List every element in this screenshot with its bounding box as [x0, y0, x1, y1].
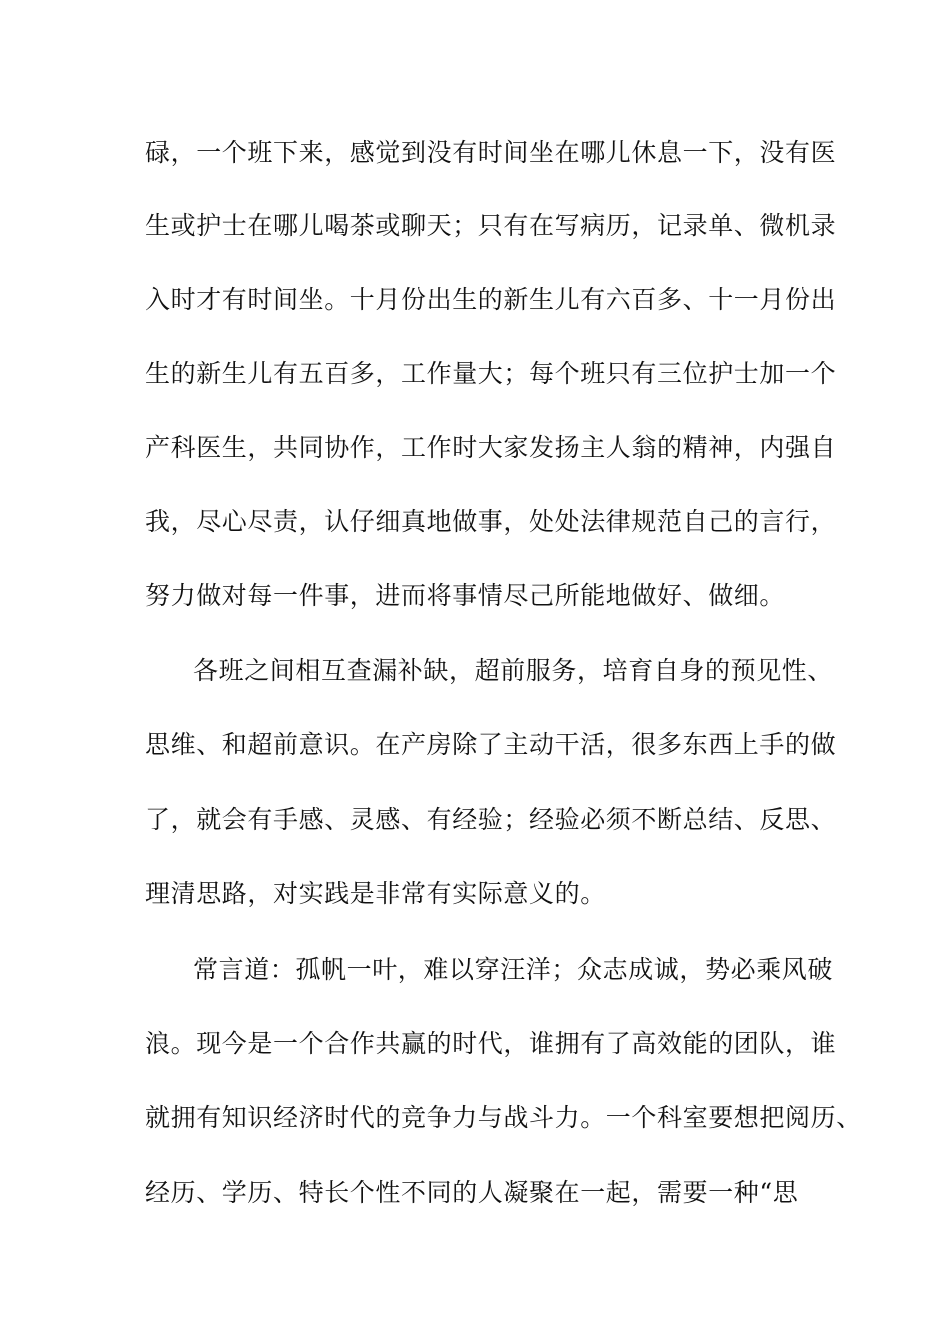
text-line: 产科医生，共同协作，工作时大家发扬主人翁的精神，内强自 — [145, 433, 837, 462]
text-line: 生或护士在哪儿喝茶或聊天；只有在写病历，记录单、微机录 — [145, 211, 837, 240]
text-line: 碌，一个班下来，感觉到没有时间坐在哪儿休息一下，没有医 — [145, 138, 837, 167]
text-line: 了，就会有手感、灵感、有经验；经验必须不断总结、反思、 — [145, 805, 837, 834]
text-line: 浪。现今是一个合作共赢的时代，谁拥有了高效能的团队，谁 — [145, 1029, 837, 1058]
text-line: 入时才有时间坐。十月份出生的新生儿有六百多、十一月份出 — [145, 285, 837, 314]
text-line: 努力做对每一件事，进而将事情尽己所能地做好、做细。 — [145, 581, 786, 610]
paragraph-first-line: 各班之间相互查漏补缺，超前服务，培育自身的预见性、 — [193, 656, 834, 685]
text-line: 生的新生儿有五百多，工作量大；每个班只有三位护士加一个 — [145, 359, 837, 388]
text-line: 经历、学历、特长个性不同的人凝聚在一起，需要一种“思 — [145, 1178, 799, 1207]
text-line: 理清思路，对实践是非常有实际意义的。 — [145, 879, 606, 908]
paragraph-first-line: 常言道：孤帆一叶，难以穿汪洋；众志成诚，势必乘风破 — [193, 955, 834, 984]
text-line: 我，尽心尽责，认仔细真地做事，处处法律规范自己的言行， — [145, 507, 837, 536]
text-line: 就拥有知识经济时代的竞争力与战斗力。一个科室要想把阅历、 — [145, 1103, 862, 1132]
text-line: 思维、和超前意识。在产房除了主动干活，很多东西上手的做 — [145, 730, 837, 759]
